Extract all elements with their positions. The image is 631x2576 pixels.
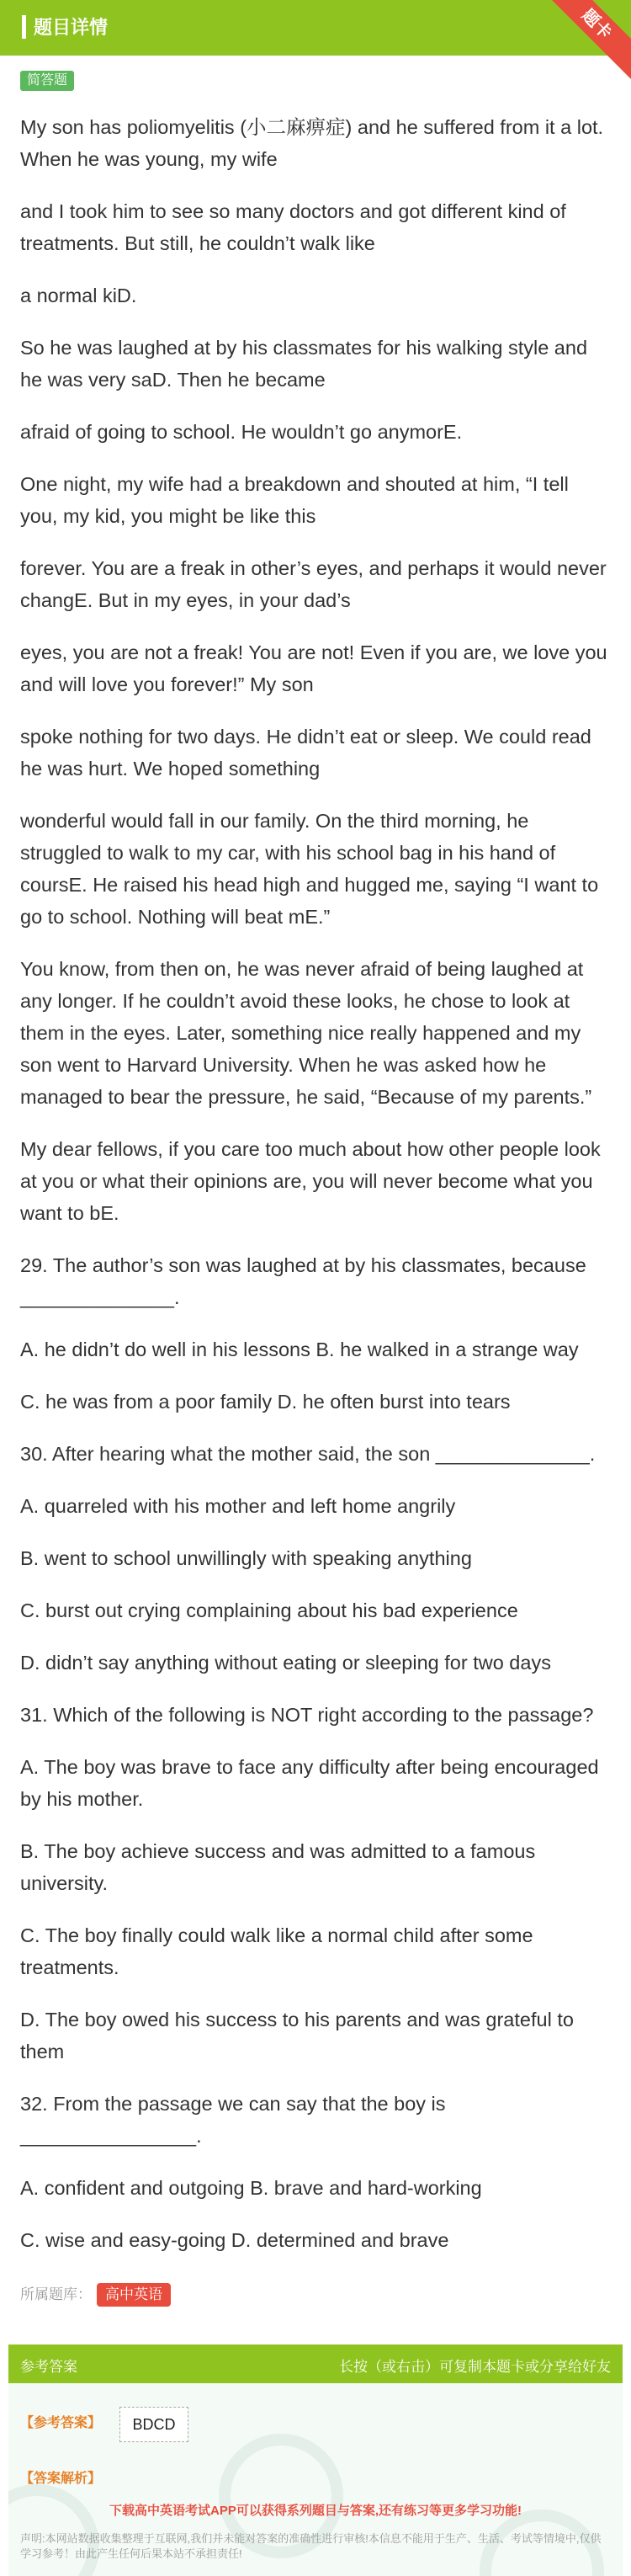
page-header xyxy=(0,0,631,56)
watermark-circle xyxy=(8,2484,99,2576)
paragraph: afraid of going to school. He wouldn’t go anymorE. xyxy=(20,421,463,443)
option-line: C. The boy finally could walk like a normal child after some treatments. xyxy=(20,1924,533,1978)
paragraph: You know, from then on, he was never afraid of being laughed at any longer. If he couldn’t avoid these looks, he chose to look at them in the eyes. Later, something nice really happened and my son went to Harvard University. When he was asked how he managed to bear the pressure, he said, “Because of my parents.” xyxy=(20,958,592,1108)
paragraph: eyes, you are not a freak! You are not! Even if you are, we love you and will love you forever!” My son xyxy=(20,641,607,695)
question-29: 29. The author’s son was laughed at by his classmates, because ______________. xyxy=(20,1254,586,1308)
option-line: B. The boy achieve success and was admitted to a famous university. xyxy=(20,1840,536,1894)
question-bank-source xyxy=(20,2283,171,2307)
paragraph: So he was laughed at by his classmates for his walking style and he was very saD. Then he became xyxy=(20,337,588,391)
source-label: 所属题库： xyxy=(20,2286,92,2302)
question-32: 32. From the passage we can say that the boy is ________________. xyxy=(20,2093,446,2147)
answer-value: BDCD xyxy=(119,2407,188,2442)
answer-header-title: 参考答案 xyxy=(20,2359,77,2375)
question-31: 31. Which of the following is NOT right according to the passage? xyxy=(20,1704,594,1726)
option-line: A. he didn’t do well in his lessons B. he walked in a strange way xyxy=(20,1339,579,1360)
option-line: B. went to school unwillingly with speaking anything xyxy=(20,1547,472,1569)
option-line: C. wise and easy-going D. determined and brave xyxy=(20,2229,449,2251)
paragraph: My dear fellows, if you care too much about how other people look at you or what their opinions are, you will never become what you want to bE. xyxy=(20,1138,601,1224)
paragraph: My son has poliomyelitis (小二麻痹症) and he suffered from it a lot. When he was young, my wife xyxy=(20,116,604,170)
answer-label: 【参考答案】 xyxy=(20,2416,102,2430)
question-content xyxy=(20,111,611,2276)
paragraph: wonderful would fall in our family. On the third morning, he struggled to walk to my car, with his school bag in his hand of coursE. He raised his head high and hugged me, saying “I want to go to school. Nothing will beat mE.” xyxy=(20,810,599,928)
option-line: A. confident and outgoing B. brave and hard-working xyxy=(20,2177,482,2199)
option-line: C. burst out crying complaining about his bad experience xyxy=(20,1599,518,1621)
subject-tag[interactable]: 高中英语 xyxy=(97,2283,171,2307)
explanation-label: 【答案解析】 xyxy=(20,2472,102,2486)
option-line: D. didn’t say anything without eating or sleeping for two days xyxy=(20,1652,551,1674)
app-download-promo[interactable]: 下载高中英语考试APP可以获得系列题目与答案,还有练习等更多学习功能! xyxy=(109,2504,522,2518)
disclaimer-text: 声明:本网站数据收集整理于互联网,我们并未能对答案的准确性进行审核!本信息不能用于生产、生活、考试等情境中,仅供学习参考！由此产生任何后果本站不承担责任! xyxy=(20,2532,602,2560)
question-30: 30. After hearing what the mother said, the son ______________. xyxy=(20,1443,596,1465)
paragraph: a normal kiD. xyxy=(20,285,137,306)
option-line: C. he was from a poor family D. he often burst into tears xyxy=(20,1391,511,1413)
option-line: A. quarreled with his mother and left home angrily xyxy=(20,1495,456,1517)
page-title: 题目详情 xyxy=(34,17,109,38)
copy-share-hint: 长按（或右击）可复制本题卡或分享给好友 xyxy=(339,2359,611,2375)
paragraph: forever. You are a freak in other’s eyes, and perhaps it would never changE. But in my eyes, in your dad’s xyxy=(20,557,607,611)
option-line: A. The boy was brave to face any difficulty after being encouraged by his mother. xyxy=(20,1756,599,1810)
question-card-ribbon[interactable]: 题卡 xyxy=(542,0,631,79)
paragraph: spoke nothing for two days. He didn’t eat or sleep. We could read he was hurt. We hoped something xyxy=(20,726,591,780)
paragraph: and I took him to see so many doctors and got different kind of treatments. But still, he couldn’t walk like xyxy=(20,200,566,254)
title-accent-bar xyxy=(22,15,26,39)
answer-header xyxy=(8,2344,623,2383)
option-line: D. The boy owed his success to his parents and was grateful to them xyxy=(20,2009,574,2062)
paragraph: One night, my wife had a breakdown and shouted at him, “I tell you, my kid, you might be like this xyxy=(20,473,569,527)
answer-panel xyxy=(8,2383,623,2576)
question-type-badge: 简答题 xyxy=(20,71,74,91)
